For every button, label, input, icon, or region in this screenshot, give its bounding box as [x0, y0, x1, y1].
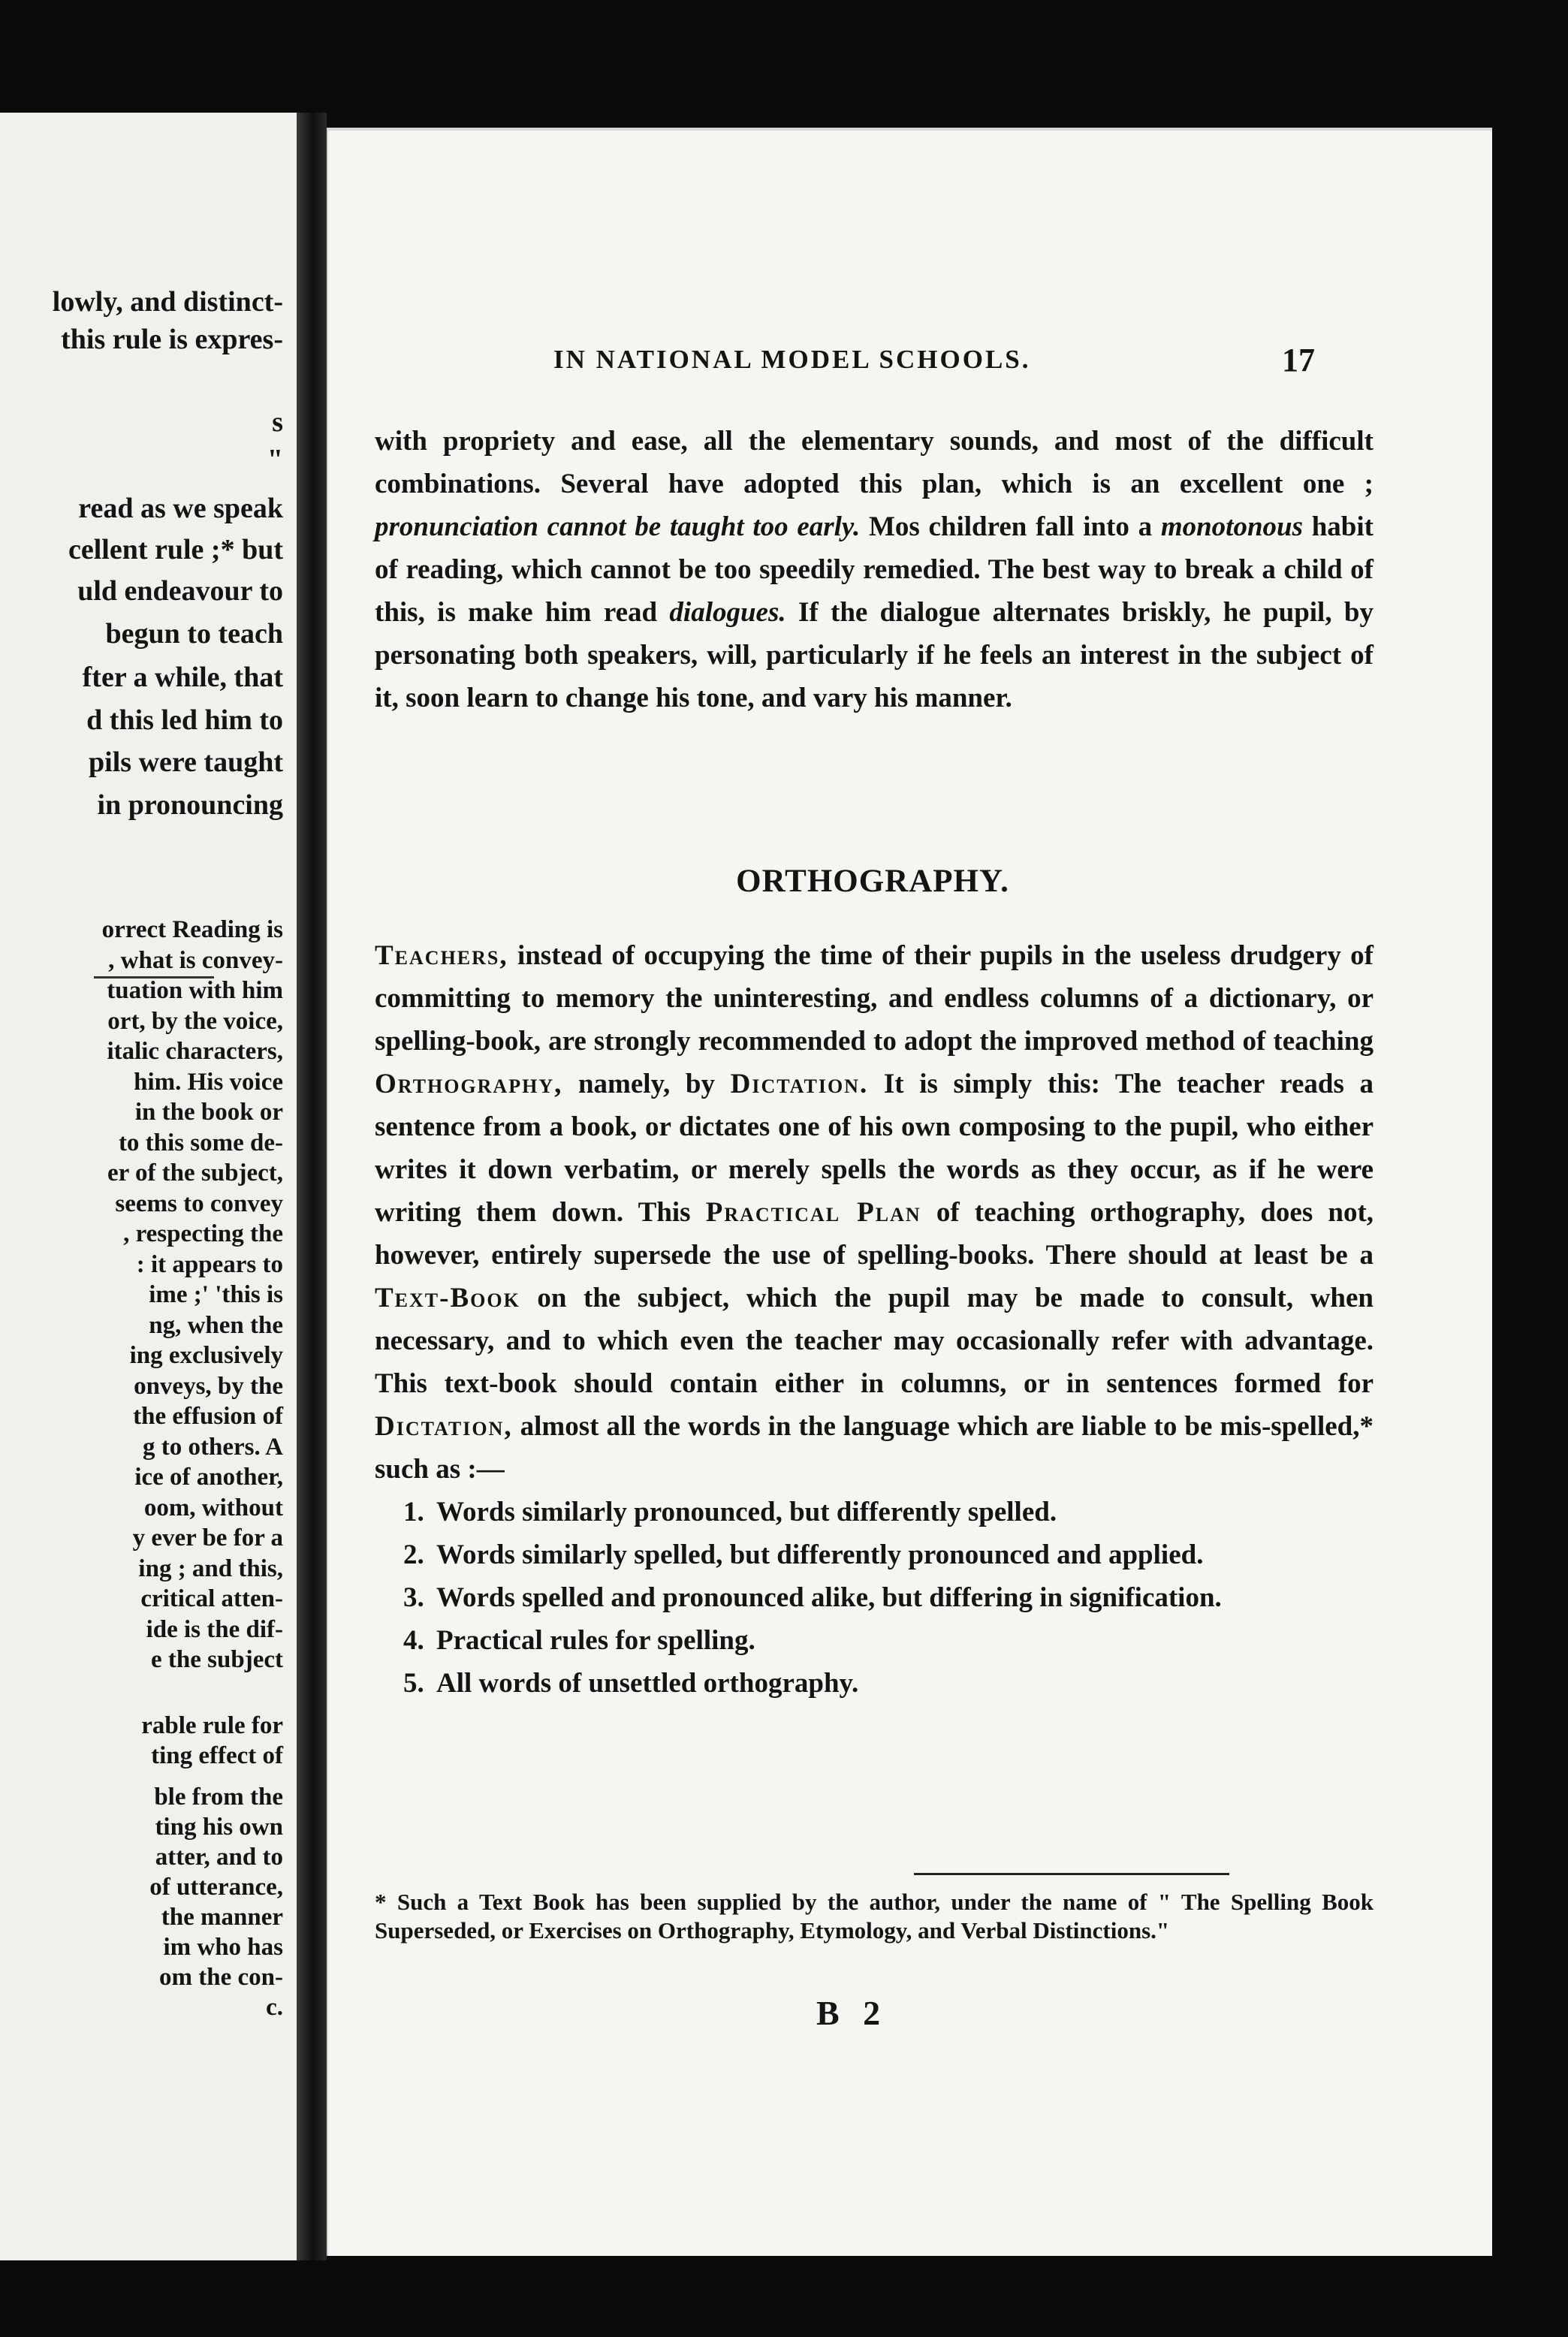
left-page-line: , respecting the [123, 1220, 283, 1247]
left-page-line: in the book or [134, 1099, 283, 1126]
list-item: 2. Words similarly spelled, but differently pronounced and applied. [403, 1539, 1204, 1570]
left-page-line: tuation with him [107, 977, 283, 1004]
left-page-line: om the con- [159, 1964, 283, 1991]
footnote: * Such a Text Book has been supplied by the author, under the name of " The Spelling Book Superseded, or Exercises on Orthography, Etymology, and Verbal Distinctions." [375, 1889, 1374, 1943]
left-page-line: of utterance, [149, 1874, 283, 1901]
left-page-line: begun to teach [105, 618, 283, 650]
left-page-line: oom, without [143, 1494, 283, 1521]
left-page-line: : it appears to [136, 1250, 283, 1278]
left-page-line: ting effect of [151, 1742, 283, 1769]
left-page-line: ime ;' 'this is [149, 1281, 283, 1308]
left-page-line: the effusion of [133, 1403, 283, 1430]
left-page-line: orrect Reading is [101, 916, 283, 943]
left-page-line: ing exclusively [129, 1342, 283, 1369]
left-page-line: s [272, 406, 283, 438]
left-page [0, 113, 297, 2260]
left-page-line: cellent rule ;* but [68, 534, 283, 565]
paragraph-continued: with propriety and ease, all the elementary sounds, and most of the difficult combinations. Several have adopted this plan, which is an excellent one ; pronunciation cannot be taught too early. Mos children fall into a monotonous habit of reading, which cannot be too speedily remedied. The best way to break a child of this, is make him read dialogues. If the dialogue alternates briskly, he pupil, by personating both speakers, will, particularly if he feels an interest in the subject of it, soon learn to change his tone, and vary his manner. [375, 426, 1374, 713]
left-page-line: uld endeavour to [77, 575, 283, 607]
left-page-line: er of the subject, [107, 1159, 283, 1187]
left-page-line: in pronouncing [97, 789, 283, 821]
left-page-line: ice of another, [134, 1464, 283, 1491]
left-page-line: ing ; and this, [138, 1554, 283, 1582]
list-item: 5. All words of unsettled orthography. [403, 1668, 859, 1699]
left-page-line: him. His voice [134, 1068, 283, 1096]
running-head: IN NATIONAL MODEL SCHOOLS. [553, 345, 1031, 374]
lead-word: Teachers, [375, 940, 508, 971]
right-page [327, 128, 1492, 2256]
left-page-line: g to others. A [143, 1433, 283, 1461]
left-page-line: , what is convey- [108, 946, 283, 974]
left-page-line: atter, and to [155, 1844, 283, 1871]
left-page-line: critical atten- [140, 1585, 283, 1612]
left-page-line: e the subject [151, 1646, 283, 1673]
left-page-line: the manner [161, 1904, 283, 1931]
list-item: 3. Words spelled and pronounced alike, but differing in signification. [403, 1582, 1222, 1613]
left-page-line: rable rule for [141, 1712, 283, 1739]
list [375, 1491, 1374, 1705]
left-page-line: d this led him to [86, 704, 283, 736]
page-number: 17 [1282, 342, 1315, 378]
left-page-line: ort, by the voice, [107, 1007, 283, 1035]
book-gutter [297, 113, 327, 2260]
signature-mark: B 2 [816, 1994, 888, 2032]
left-page-line: ting his own [155, 1814, 283, 1841]
left-page-line: italic characters, [107, 1038, 283, 1065]
left-page-line: " [267, 444, 283, 475]
left-page-line: fter a while, that [82, 662, 283, 693]
left-page-line: seems to convey [115, 1190, 283, 1217]
section-heading: ORTHOGRAPHY. [736, 864, 1009, 899]
left-page-line: onveys, by the [134, 1372, 283, 1400]
left-page-line: this rule is expres- [61, 324, 283, 355]
left-page-line: read as we speak [78, 493, 283, 524]
left-page-line: lowly, and distinct- [52, 286, 283, 318]
left-page-line: to this some de- [118, 1129, 283, 1156]
left-page-line: c. [266, 1994, 283, 2021]
left-page-line: im who has [163, 1934, 283, 1961]
left-page-line: ng, when the [149, 1311, 283, 1339]
left-page-line: y ever be for a [132, 1524, 283, 1551]
list-item: 1. Words similarly pronounced, but differently spelled. [403, 1497, 1057, 1527]
left-page-line: pils were taught [89, 746, 283, 778]
footnote-rule [914, 1873, 1229, 1875]
left-page-line: ide is the dif- [146, 1615, 283, 1643]
list-item: 4. Practical rules for spelling. [403, 1625, 755, 1656]
left-page-line: ble from the [154, 1784, 283, 1811]
left-page-rule [94, 976, 214, 979]
orthography-paragraph: Teachers, instead of occupying the time of their pupils in the useless drudgery of committing to memory the uninteresting, and endless columns of a dictionary, or spelling-book, are strongly recommended to adopt the improved method of teaching Orthography, namely, by Dictation. It is simply this: The teacher reads a sentence from a book, or dictates one of his own composing to the pupil, who either writes it down verbatim, or merely spells the words as they occur, as if he were writing them down. This Practical Plan of teaching orthography, does not, however, entirely supersede the use of spelling-books. There should at least be a Text-Book on the subject, which the pupil may be made to consult, when necessary, and to which even the teacher may occasionally refer with advantage. This text-book should contain either in columns, or in sentences formed for Dictation, almost all the words in the language which are liable to be mis-spelled,* such as :— 1. Words similarly pronounced, but differently spelled. 2. Words similarly spelled, but differently pronounced and applied. 3. Words spelled and pronounced alike, but differing in signification. 4. Practical rules for spelling. 5. All words of unsettled orthography. [375, 934, 1374, 1705]
